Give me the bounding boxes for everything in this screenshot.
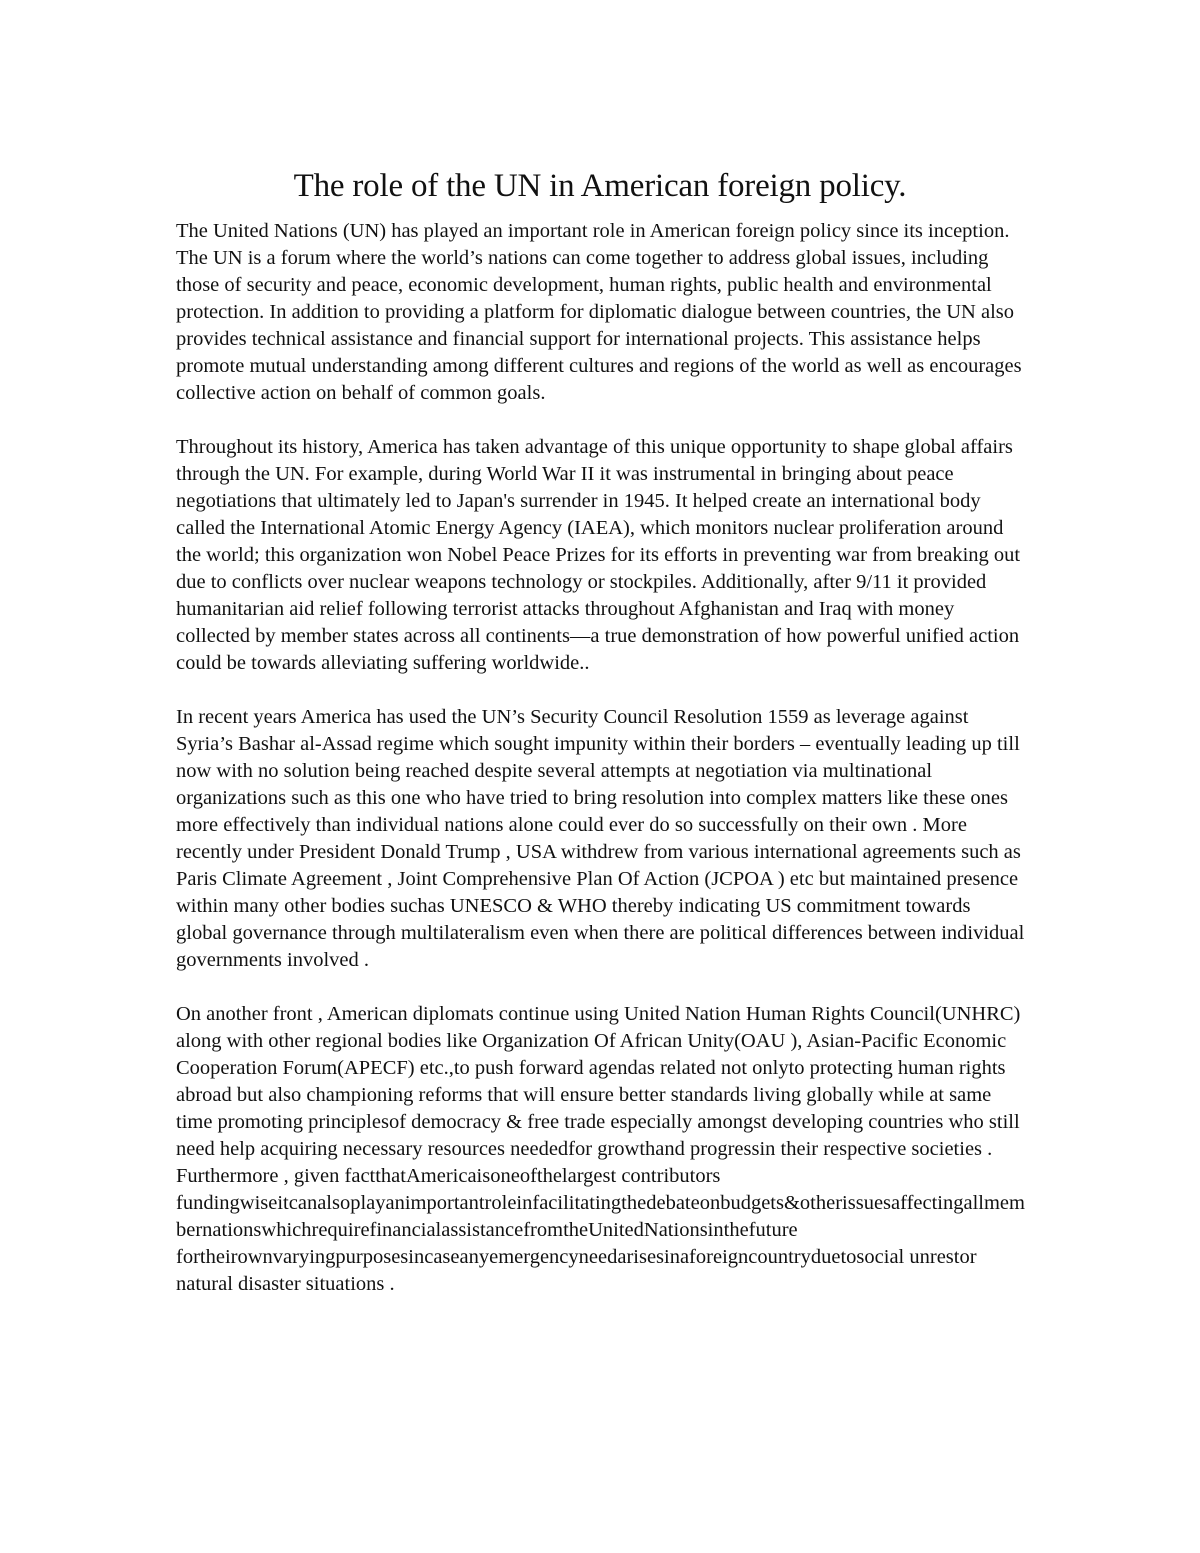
paragraph-4: On another front , American diplomats continue using United Nation Human Rights Council(UNHRC) along with other regional bodies like Organization Of African Unity(OAU ), Asian-Pacific Economic Cooperation Forum(APECF) etc.,to push forward agendas related not onlyto protecting human rights abroad but also championing reforms that will ensure better standards living globally while at same time promoting principlesof democracy & free trade especially amongst developing countries who still need help acquiring necessary resources neededfor growthand progressin their respective societies . Furthermore , given factthatAmericaisoneofthelargest contributors fundingwiseitcanalsoplayanimportantroleinfacilitatingthedebateonbudgets&otherissuesaffectingallmembernationswhichrequirefinancialassistancefromtheUnitedNationsinthefuture fortheirownvaryingpurposesincaseanyemergencyneedarisesinaforeigncountryduetosocial unrestor natural disaster situations . (176, 1003, 1025, 1295)
document-title: The role of the UN in American foreign policy. (293, 168, 907, 204)
document-body (176, 218, 1026, 1298)
paragraph-1: The United Nations (UN) has played an important role in American foreign policy since its inception. The UN is a forum where the world’s nations can come together to address global issues, including those of security and peace, economic development, human rights, public health and environmental protection. In addition to providing a platform for diplomatic dialogue between countries, the UN also provides technical assistance and financial support for international projects. This assistance helps promote mutual understanding among different cultures and regions of the world as well as encourages collective action on behalf of common goals. (176, 220, 1022, 404)
paragraph-3: In recent years America has used the UN’s Security Council Resolution 1559 as leverage against Syria’s Bashar al-Assad regime which sought impunity within their borders – eventually leading up till now with no solution being reached despite several attempts at negotiation via multinational organizations such as this one who have tried to bring resolution into complex matters like these ones more effectively than individual nations alone could ever do so successfully on their own . More recently under President Donald Trump , USA withdrew from various international agreements such as Paris Climate Agreement , Joint Comprehensive Plan Of Action (JCPOA ) etc but maintained presence within many other bodies suchas UNESCO & WHO thereby indicating US commitment towards global governance through multilateralism even when there are political differences between individual governments involved . (176, 706, 1025, 971)
paragraph-2: Throughout its history, America has taken advantage of this unique opportunity to shape global affairs through the UN. For example, during World War II it was instrumental in bringing about peace negotiations that ultimately led to Japan's surrender in 1945. It helped create an international body called the International Atomic Energy Agency (IAEA), which monitors nuclear proliferation around the world; this organization won Nobel Peace Prizes for its efforts in preventing war from breaking out due to conflicts over nuclear weapons technology or stockpiles. Additionally, after 9/11 it provided humanitarian aid relief following terrorist attacks throughout Afghanistan and Iraq with money collected by member states across all continents—a true demonstration of how powerful unified action could be towards alleviating suffering worldwide.. (176, 436, 1021, 674)
